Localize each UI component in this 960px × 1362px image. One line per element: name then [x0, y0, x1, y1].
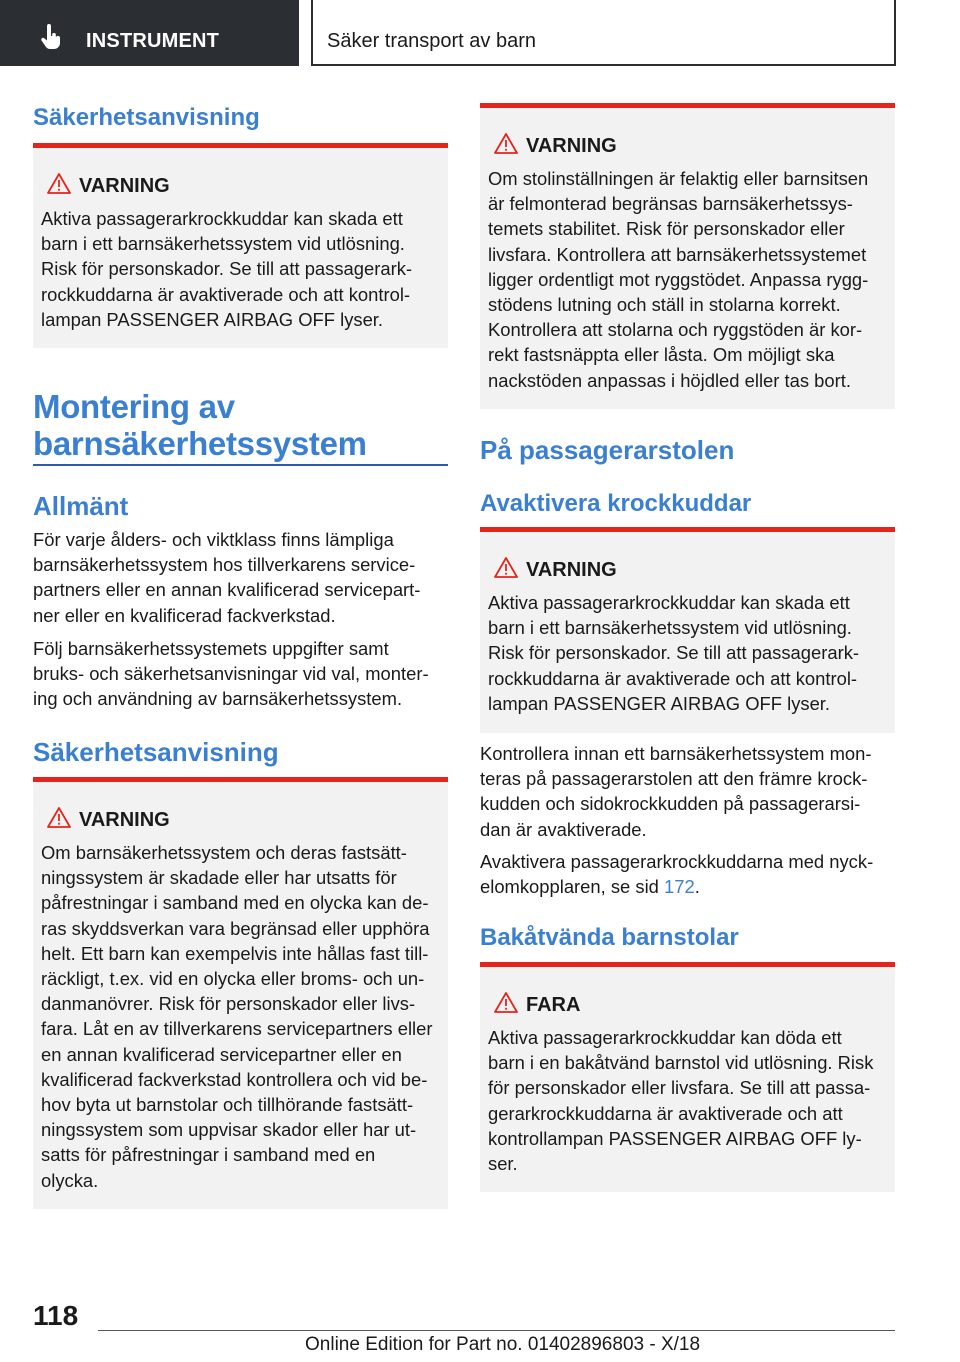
heading-general: Allmänt [33, 491, 129, 521]
section-tab[interactable] [0, 0, 299, 66]
chapter-header [311, 0, 896, 66]
danger-text: Aktiva passagerarkrockkuddar kan döda ett barn i en bakåtvänd barnstol vid utlösning. Risk för personskador eller livsfara. Se till att passa- gerarkrockkuddarna är avaktiverade och att kontrollampan PASSENGER AIRBAG OFF ly- ser. [488, 1027, 874, 1175]
pointing-hand-icon [38, 24, 64, 50]
main-heading: Montering av barnsäkerhetssystem [33, 388, 367, 462]
heading-deactivate-airbags: Avaktivera krockkuddar [480, 490, 752, 517]
heading-safety-instructions-mid: Säkerhetsanvisning [33, 737, 279, 767]
warning-text: Om stolinställningen är felaktig eller barnsitsen är felmonterad begränsas barnsäkerhetssys- temets stabilitet. Risk för personskador eller livsfara. Kontrollera att barnsäkerhetssystemet ligger ordentligt mot ryggstödet. Anpassa rygg- stödens lutning och ställ in stolarna korrekt. Kontrollera att stolarna och ryggstöden är kor- rekt fastsnäppta eller låsta. Om möjligt ska nackstöden anpassas i höjdled eller tas bort. [488, 168, 869, 391]
warning-title: VARNING [41, 808, 440, 836]
warning-triangle-icon [47, 806, 71, 830]
section-tab-label: INSTRUMENT [86, 30, 220, 52]
warning-box-passenger-airbag [480, 527, 895, 733]
warning-text: Om barnsäkerhetssystem och deras fastsätt- ningssystem är skadade eller har utsatts för påfrestningar i samband med en olycka kan de- ras skyddsverkan vara begränsad eller upphöra helt. Ett barn kan exempelvis inte hållas fast till- räckligt, t.ex. vid en olycka eller broms- och un- danmanövrer. Risk för personskador eller livs- fara. Låt en av tillverkarens servicepartners eller en annan kvalificerad servicepartner eller en kvalificerad fackverkstad kontrollera och vid be- hov byta ut barnstolar och tillhörande fastsätt- ningssystem som uppvisar skador eller har ut- satts för påfrestningar i samband med en olycka. [41, 842, 433, 1191]
heading-safety-instructions-top: Säkerhetsanvisning [33, 104, 260, 131]
warning-box-seat-setting [480, 103, 895, 409]
footer-rule [98, 1330, 895, 1331]
footer-edition: Online Edition for Part no. 01402896803 - X/18 [305, 1334, 701, 1355]
warning-box-damaged-seats [33, 777, 448, 1209]
page-reference-link[interactable]: 172 [664, 876, 695, 898]
warning-text: Aktiva passagerarkrockkuddar kan skada ett barn i ett barnsäkerhetssystem vid utlösning. Risk för personskador. Se till att passagerark- rockkuddarna är avaktiverade och att kontrol- lampan PASSENGER AIRBAG OFF lyser. [41, 208, 413, 330]
warning-title: VARNING [488, 558, 887, 586]
danger-box-rear-facing [480, 962, 895, 1192]
paragraph-general-2: Följ barnsäkerhetssystemets uppgifter samt bruks- och säkerhetsanvisningar vid val, monter- ing och användning av barnsäkerhetssystem. [33, 638, 429, 710]
paragraph-check-airbags: Kontrollera innan ett barnsäkerhetssystem mon- teras på passagerarstolen att den främre krock- kudden och sidokrockkudden på passagerarsi- dan är avaktiverade. [480, 743, 872, 840]
warning-triangle-icon [47, 172, 71, 196]
heading-underline [33, 464, 448, 466]
warning-triangle-icon [494, 991, 518, 1015]
chapter-title: Säker transport av barn [327, 30, 536, 52]
heading-passenger-seat: På passagerarstolen [480, 435, 735, 465]
paragraph-key-switch: Avaktivera passagerarkrockkuddarna med nyck- elomkopplaren, se sid 172. [480, 851, 874, 898]
warning-text: Aktiva passagerarkrockkuddar kan skada ett barn i ett barnsäkerhetssystem vid utlösning. Risk för personskador. Se till att passagerark- rockkuddarna är avaktiverade och att kontrol- lampan PASSENGER AIRBAG OFF lyser. [488, 592, 860, 714]
warning-triangle-icon [494, 132, 518, 156]
warning-title: VARNING [41, 174, 440, 202]
page-number: 118 [33, 1300, 79, 1331]
heading-rear-facing-seats: Bakåtvända barnstolar [480, 924, 739, 951]
warning-triangle-icon [494, 556, 518, 580]
danger-title: FARA [488, 993, 887, 1021]
warning-box-airbag [33, 143, 448, 348]
page-header [0, 0, 960, 66]
paragraph-general-1: För varje ålders- och viktklass finns lämpliga barnsäkerhetssystem hos tillverkarens service- partners eller en annan kvalificerad servicepart- ner eller en kvalificerad fackverkstad. [33, 529, 421, 626]
warning-title: VARNING [488, 134, 887, 162]
